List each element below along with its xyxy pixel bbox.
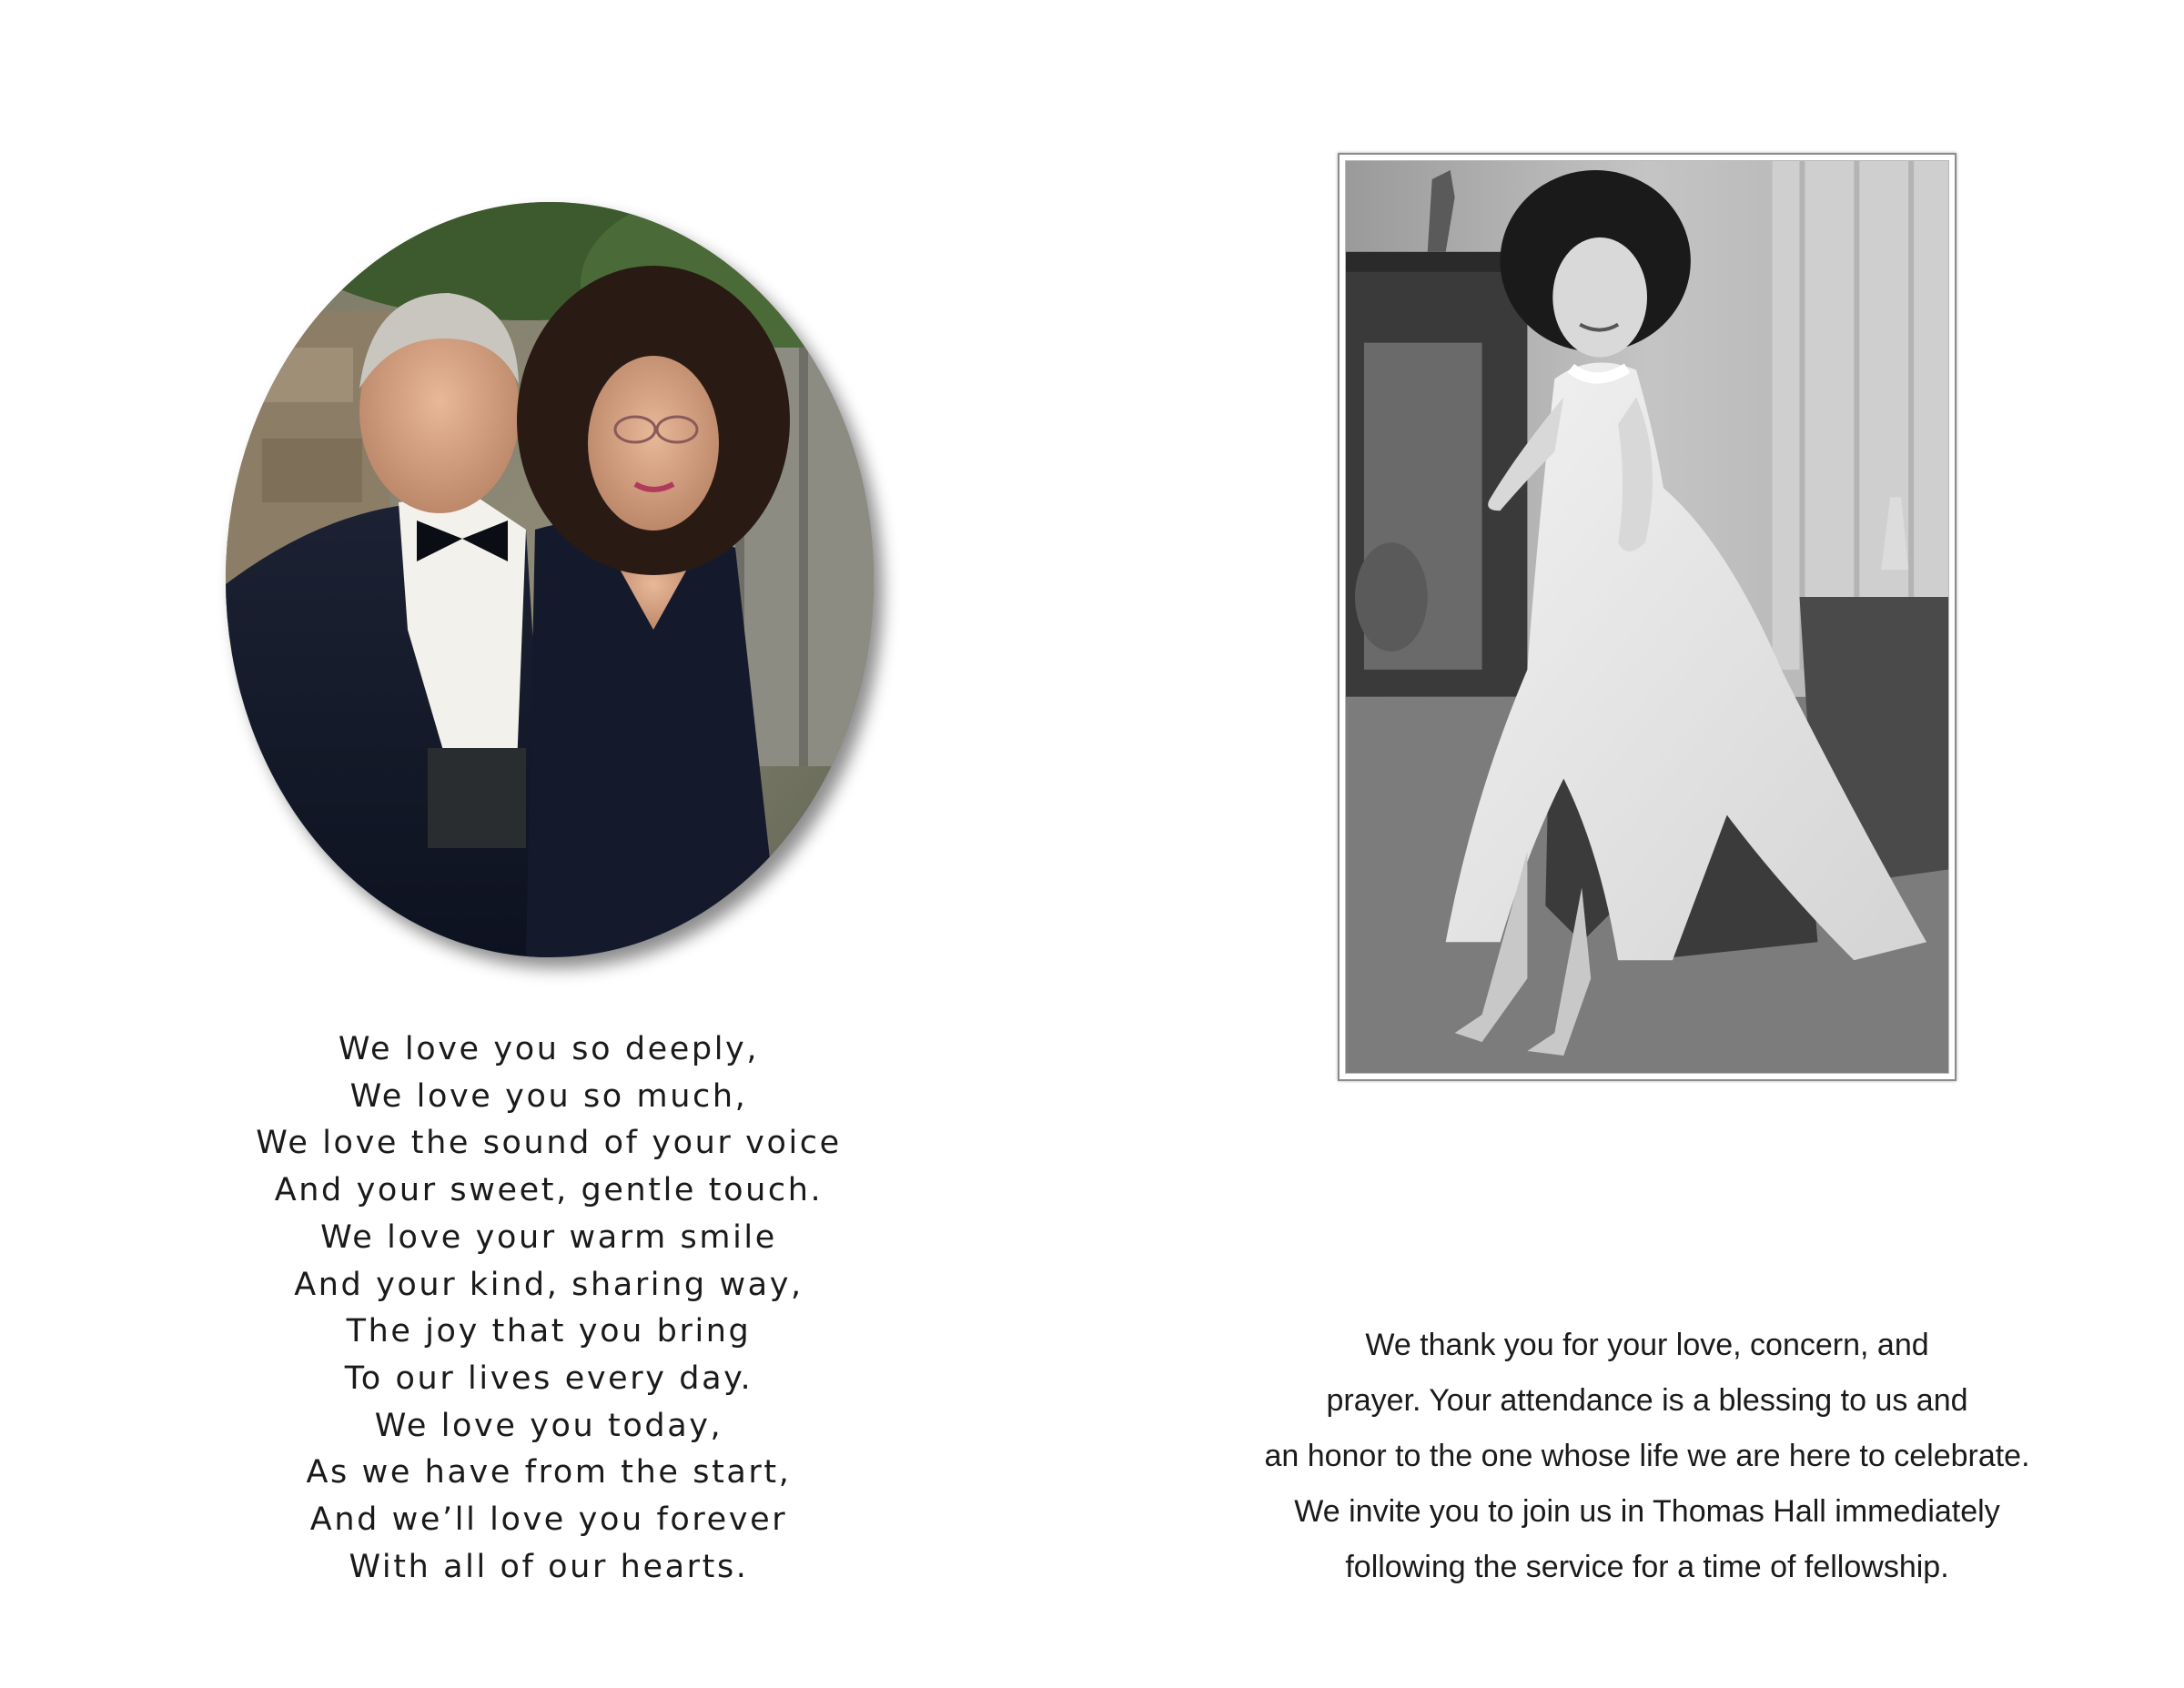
poem-line: We love the sound of your voice [256, 1125, 842, 1162]
poem-line: We love you so much, [349, 1077, 748, 1115]
couple-photo-image [226, 202, 874, 957]
poem [182, 1026, 915, 1591]
thanks-line: following the service for a time of fellowship. [1345, 1550, 1949, 1584]
poem-line: We love you today, [374, 1407, 723, 1444]
portrait-photo-image [1346, 161, 1948, 1073]
poem-line: And your sweet, gentle touch. [274, 1172, 824, 1209]
portrait-photo [1345, 160, 1949, 1074]
poem-line: With all of our hearts. [349, 1548, 749, 1585]
poem-line: The joy that you bring [346, 1313, 752, 1350]
thanks-line: We thank you for your love, concern, and [1365, 1328, 1929, 1362]
thanks-line: prayer. Your attendance is a blessing to us and [1326, 1383, 1968, 1418]
portrait-photo-frame [1338, 153, 1956, 1081]
couple-photo [226, 202, 874, 957]
poem-line: And your kind, sharing way, [294, 1266, 804, 1303]
thanks-line: We invite you to join us in Thomas Hall immediately [1294, 1494, 2000, 1529]
thank-you-message [1238, 1318, 2057, 1595]
thanks-line: an honor to the one whose life we are here to celebrate. [1264, 1439, 2030, 1473]
poem-line: And we’ll love you forever [309, 1501, 788, 1539]
poem-line: We love you so deeply, [338, 1031, 760, 1067]
poem-line: As we have from the start, [306, 1454, 792, 1491]
poem-line: To our lives every day. [344, 1359, 753, 1397]
poem-line: We love your warm smile [320, 1218, 777, 1256]
